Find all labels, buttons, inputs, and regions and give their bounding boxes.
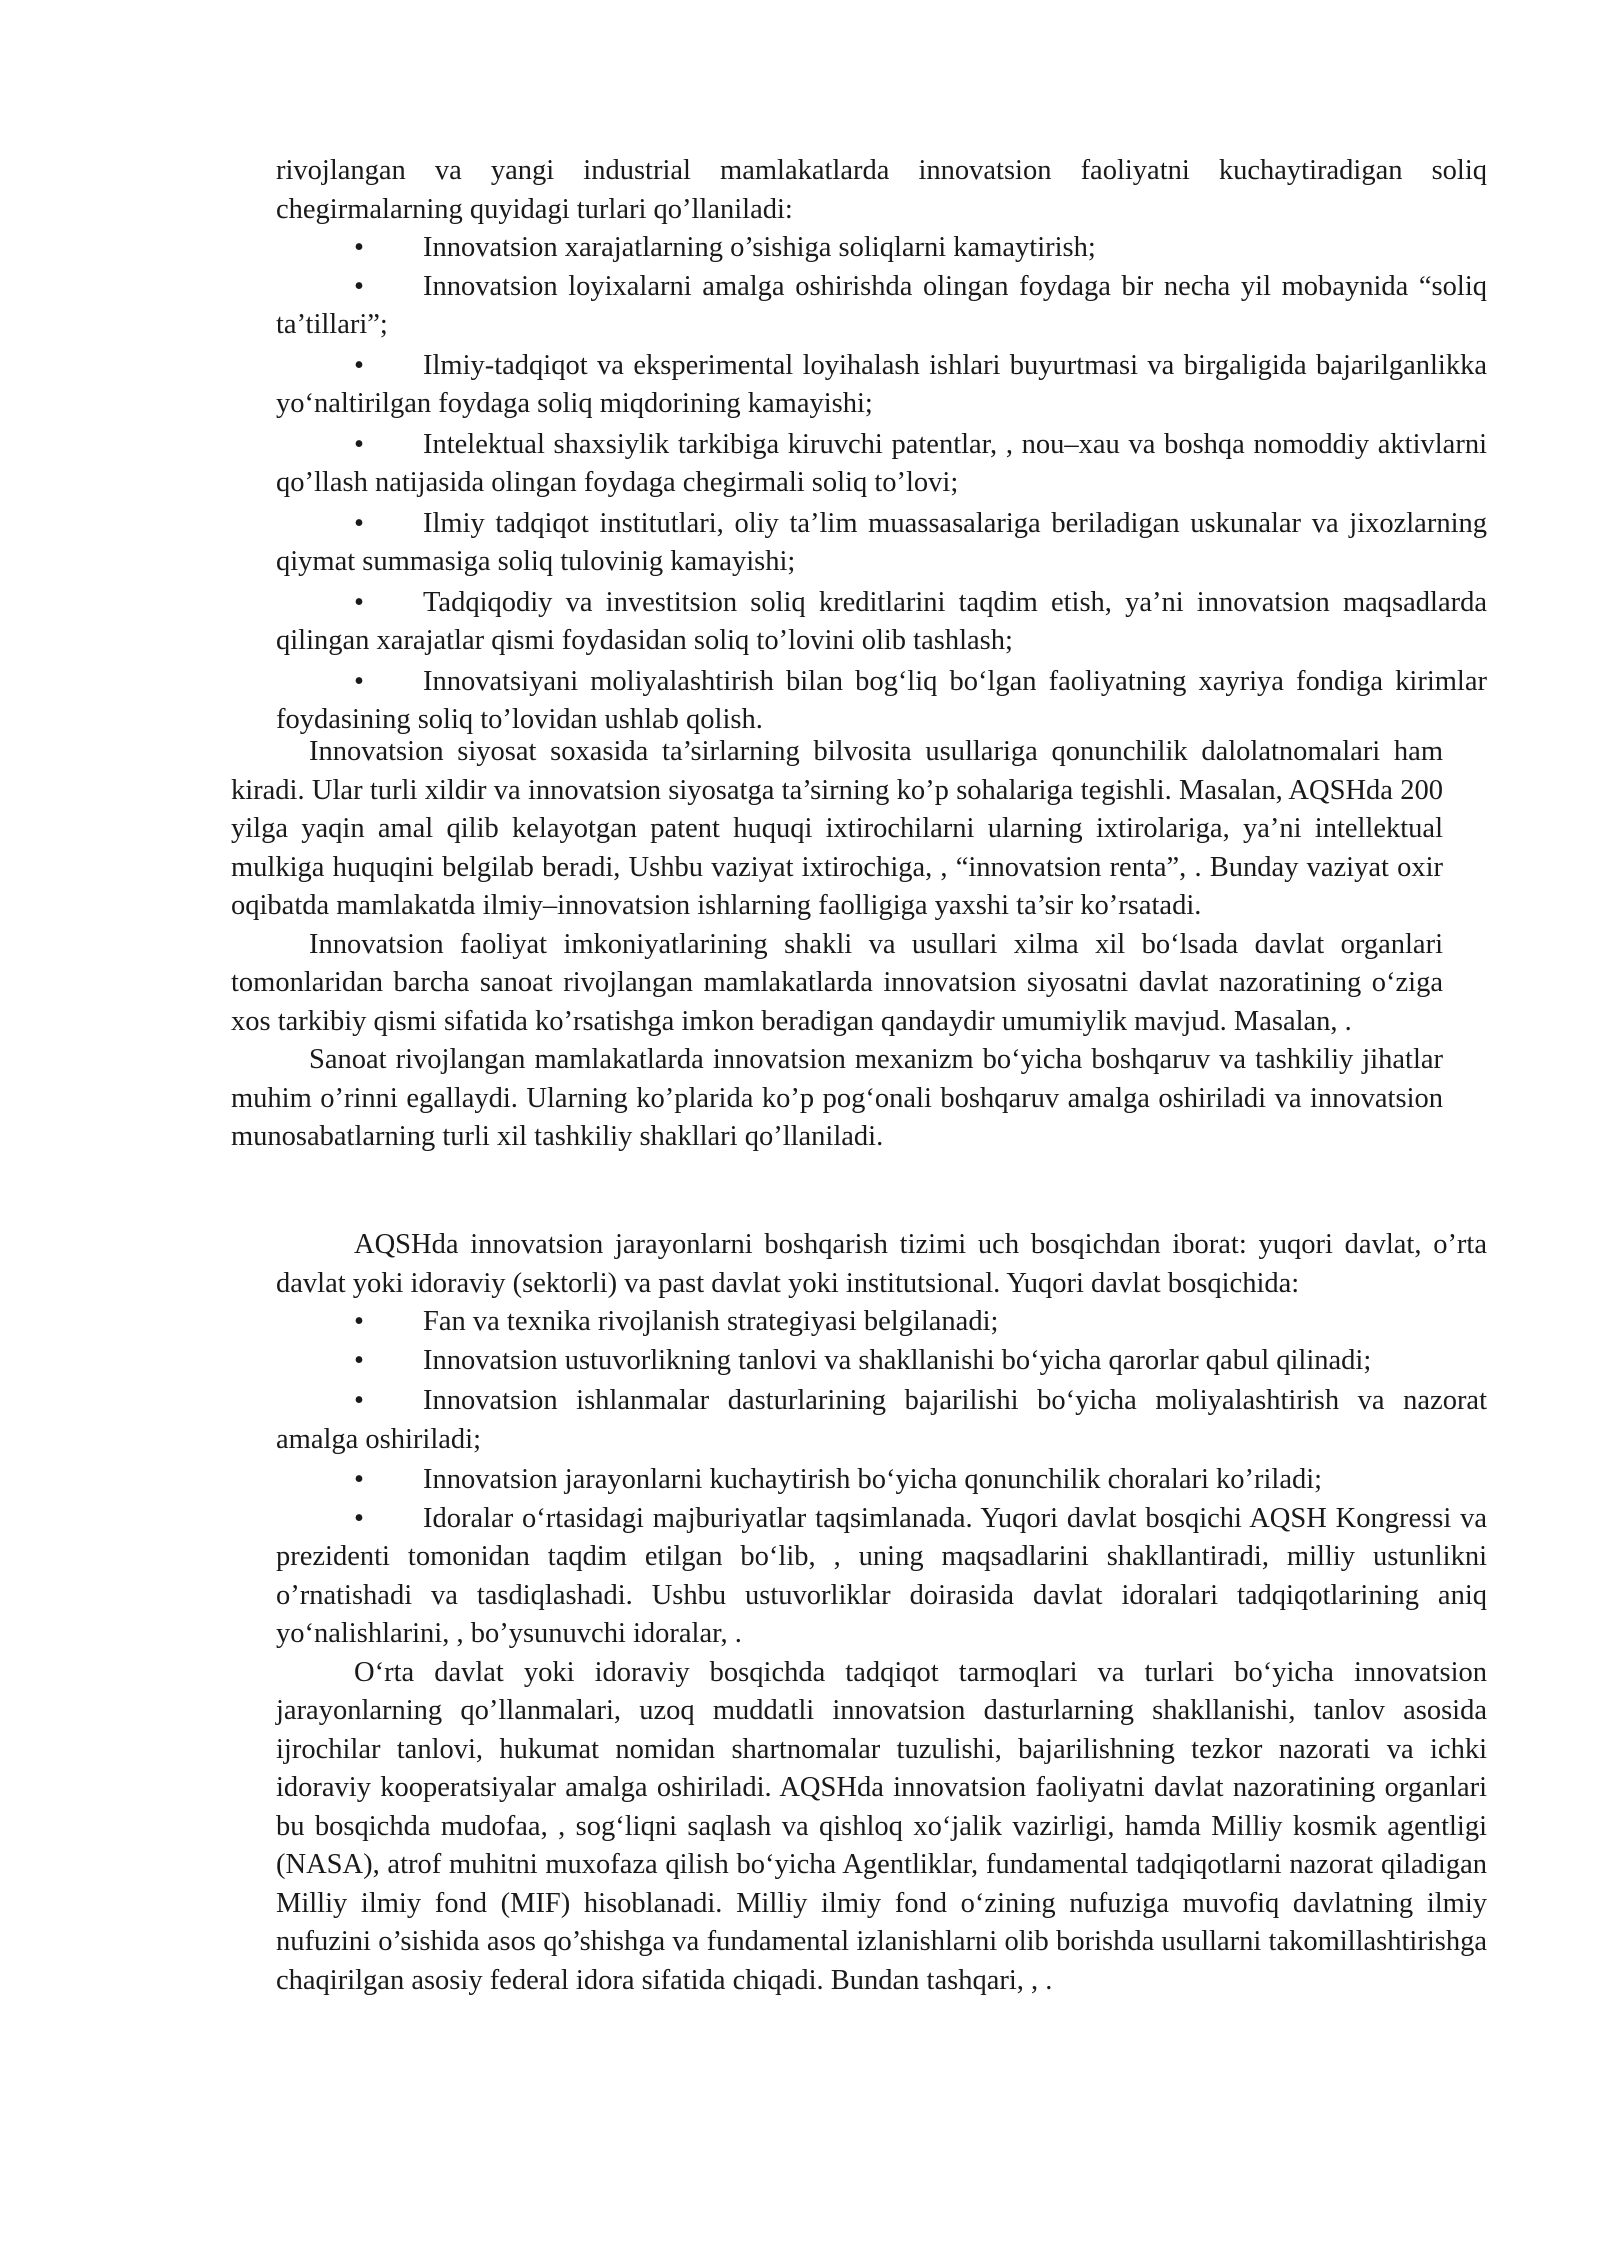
list-item: • Ilmiy-tadqiqot va eksperimental loyihalash ishlari buyurtmasi va birgaligida bajarilganlikka yo‘naltirilgan foydaga soliq miqdorining kamayishi; xyxy=(276,347,1487,424)
tax-incentives-list xyxy=(276,229,1487,740)
innovation-policy-section xyxy=(231,733,1443,1157)
body-paragraph: Innovatsion faoliyat imkoniyatlarining shakli va usullari xilma xil bo‘lsada davlat organlari tomonlaridan barcha sanoat rivojlangan mamlakatlarda innovatsion siyosatni davlat nazoratining o‘ziga xos tarkibiy qismi sifatida ko’rsatishga imkon beradigan qandaydir umumiylik mavjud. Masalan, . xyxy=(231,928,1443,1037)
list-item: • Intelektual shaxsiylik tarkibiga kiruvchi patentlar, , nou–xau va boshqa nomoddiy aktivlarni qo’llash natijasida olingan foydaga chegirmali soliq to’lovi; xyxy=(276,426,1487,503)
list-item: • Innovatsion xarajatlarning o’sishiga soliqlarni kamaytirish; xyxy=(276,229,1487,268)
body-paragraph: Sanoat rivojlangan mamlakatlarda innovatsion mexanizm bo‘yicha boshqaruv va tashkiliy jihatlar muhim o’rinni egallaydi. Ularning ko’plarida ko’p pog‘onali boshqaruv amalga oshiriladi va innovatsion munosabatlarning turli xil tashkiliy shakllari qo’llaniladi. xyxy=(231,1044,1443,1152)
list-item: • Innovatsion loyixalarni amalga oshirishda olingan foydaga bir necha yil mobaynida “soliq ta’tillari”; xyxy=(276,268,1487,345)
bullet-icon: • xyxy=(354,349,364,381)
body-paragraph: Innovatsion siyosat soxasida ta’sirlarning bilvosita usullariga qonunchilik dalolatnomalari ham kiradi. Ular turli xildir va innovatsion siyosatga ta’sirning ko’p sohalariga tegishli. Masalan, AQSHda 200 yilga yaqin amal qilib kelayotgan patent huquqi ixtirochilarni ularning ixtirolariga, ya’ni intellektual mulkiga huquqini belgilab beradi, Ushbu vaziyat ixtirochiga, , “innovatsion renta”, . Bunday vaziyat oxir oqibatda mamlakatda ilmiy–innovatsion ishlarning faolligiga yaxshi ta’sir ko’rsatadi. xyxy=(231,736,1443,921)
usa-intro-paragraph: AQSHda innovatsion jarayonlarni boshqarish tizimi uch bosqichdan iborat: yuqori davlat, o’rta davlat yoki idoraviy (sektorli) va past davlat yoki institutsional. Yuqori davlat bosqichida: xyxy=(276,1229,1487,1299)
list-item: • Innovatsion ustuvorlikning tanlovi va shakllanishi bo‘yicha qarorlar qabul qilinadi; xyxy=(276,1342,1487,1381)
list-item: • Ilmiy tadqiqot institutlari, oliy ta’lim muassasalariga beriladigan uskunalar va jixozlarning qiymat summasiga soliq tulovinig kamayishi; xyxy=(276,505,1487,582)
tax-incentives-section xyxy=(276,152,1487,740)
intro-paragraph: rivojlangan va yangi industrial mamlakatlarda innovatsion faoliyatni kuchaytiradigan soliq chegirmalarning quyidagi turlari qo’llaniladi: xyxy=(276,155,1487,225)
bullet-icon: • xyxy=(354,1502,364,1534)
bullet-icon: • xyxy=(354,1385,364,1416)
bullet-icon: • xyxy=(354,586,364,618)
bullet-icon: • xyxy=(354,665,364,697)
bullet-icon: • xyxy=(354,270,364,302)
federal-level-list xyxy=(276,1303,1487,1654)
bullet-icon: • xyxy=(354,428,364,460)
list-item: • Fan va texnika rivojlanish strategiyasi belgilanadi; xyxy=(276,1303,1487,1342)
list-item: • Innovatsiyani moliyalashtirish bilan bog‘liq bo‘lgan faoliyatning xayriya fondiga kirimlar foydasining soliq to’lovidan ushlab qolish. xyxy=(276,663,1487,740)
bullet-icon: • xyxy=(354,232,364,263)
list-item: • Tadqiqodiy va investitsion soliq kreditlarini taqdim etish, ya’ni innovatsion maqsadlarda qilingan xarajatlar qismi foydasidan soliq to’lovini olib tashlash; xyxy=(276,584,1487,661)
list-item: • Idoralar o‘rtasidagi majburiyatlar taqsimlanada. Yuqori davlat bosqichi AQSH Kongressi va prezidenti tomonidan taqdim etilgan bo‘lib, , uning maqsadlarini shakllantiradi, milliy ustunlikni o’rnatishadi va tasdiqlashadi. Ushbu ustuvorliklar doirasida davlat idoralari tadqiqotlarining aniq yo‘nalishlarini, , bo’ysunuvchi idoralar, . xyxy=(276,1500,1487,1654)
bullet-icon: • xyxy=(354,1464,364,1495)
usa-management-section xyxy=(276,1226,1487,2000)
list-item: • Innovatsion ishlanmalar dasturlarining bajarilishi bo‘yicha moliyalashtirish va nazorat amalga oshiriladi; xyxy=(276,1382,1487,1459)
bullet-icon: • xyxy=(354,507,364,539)
bullet-icon: • xyxy=(354,1344,364,1376)
body-paragraph: O‘rta davlat yoki idoraviy bosqichda tadqiqot tarmoqlari va turlari bo‘yicha innovatsion jarayonlarning qo’llanmalari, uzoq muddatli innovatsion dasturlarning shakllanishi, tanlov asosida ijrochilar tanlovi, hukumat nomidan shartnomalar tuzulishi, bajarilishning tezkor nazorati va ichki idoraviy kooperatsiyalar amalga oshiriladi. AQSHda innovatsion faoliyatni davlat nazoratining organlari bu bosqichda mudofaa, , sog‘liqni saqlash va qishloq xo‘jalik vazirligi, hamda Milliy kosmik agentligi (NASA), atrof muhitni muxofaza qilish bo‘yicha Agentliklar, fundamental tadqiqotlarni nazorat qiladigan Milliy ilmiy fond (MIF) hisoblanadi. Milliy ilmiy fond o‘zining nufuziga muvofiq davlatning ilmiy nufuzini o’sishida asos qo’shishga va fundamental izlanishlarni olib borishda usullarni takomillashtirishga chaqirilgan asosiy federal idora sifatida chiqadi. Bundan tashqari, , . xyxy=(276,1656,1487,1996)
bullet-icon: • xyxy=(354,1306,364,1337)
list-item: • Innovatsion jarayonlarni kuchaytirish bo‘yicha qonunchilik choralari ko’riladi; xyxy=(276,1461,1487,1500)
